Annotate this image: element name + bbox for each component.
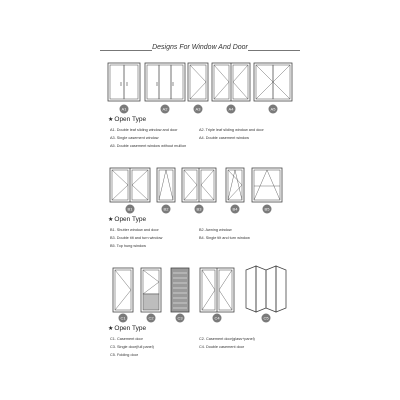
desc-b2: B2. Awning window	[199, 228, 232, 232]
badge-c1-label: C1	[120, 315, 126, 321]
window-b5-drawing	[252, 168, 282, 202]
window-a5-drawing	[254, 63, 292, 101]
desc-c1: C1. Casement door	[110, 337, 143, 341]
badge-a3-label: A3	[195, 106, 201, 112]
door-c3-drawing	[171, 268, 189, 312]
badge-c2-label: C2	[148, 315, 154, 321]
door-c5-drawing	[246, 266, 286, 312]
badge-c4-label: C4	[214, 315, 220, 321]
badge-a5-label: A5	[270, 106, 276, 112]
star-icon: ★	[108, 326, 114, 332]
window-a1-drawing	[108, 63, 140, 101]
desc-c5: C5. Folding door	[110, 353, 139, 357]
badge-b5-label: B5	[264, 206, 270, 212]
window-b1-drawing	[110, 168, 150, 202]
window-a3-drawing	[188, 63, 208, 101]
window-b4-drawing	[226, 168, 244, 202]
desc-b4: B4. Single tilt and turn window	[199, 236, 250, 240]
door-c2-drawing	[141, 268, 161, 312]
badge-a1-label: A1	[121, 106, 127, 112]
desc-a5: A5. Double casement window without mullion	[110, 144, 187, 148]
desc-c4: C4. Double casement door	[199, 345, 245, 349]
window-a2-drawing	[145, 63, 185, 101]
desc-c3: C3. Single door(full panel)	[110, 345, 154, 349]
desc-a3: A3. Single casement window	[110, 136, 159, 140]
desc-b1: B1. Shutter window and door	[110, 228, 159, 232]
badge-b4-label: B4	[232, 206, 238, 212]
badge-b3-label: B3	[196, 206, 202, 212]
badge-c5-label: C5	[263, 315, 269, 321]
door-c1-drawing	[113, 268, 133, 312]
desc-a2: A2. Triple leaf sliding window and door	[199, 128, 264, 132]
badge-a4-label: A4	[228, 106, 234, 112]
desc-a1: A1. Double leaf sliding window and door	[110, 128, 178, 132]
open-type-heading-c: ★Open Type	[108, 325, 147, 332]
desc-c2: C2. Casement door(glass+panel)	[199, 337, 255, 341]
star-icon: ★	[108, 117, 114, 123]
badge-b2-label: B2	[163, 206, 169, 212]
open-type-heading-b: ★Open Type	[108, 216, 147, 223]
desc-b5: B5. Top hung window	[110, 244, 147, 248]
window-b3-drawing	[182, 168, 216, 202]
window-a4-drawing	[212, 63, 250, 101]
desc-a4: A4. Double casement window	[199, 136, 250, 140]
open-type-heading-a: ★Open Type	[108, 116, 147, 123]
badge-b1-label: B1	[127, 206, 133, 212]
star-icon: ★	[108, 217, 114, 223]
window-b2-drawing	[157, 168, 175, 202]
badge-c3-label: C3	[177, 315, 183, 321]
badge-a2-label: A2	[162, 106, 168, 112]
door-c4-drawing	[200, 268, 234, 312]
desc-b3: B3. Double tilt and turn window	[110, 236, 163, 240]
page-title: Designs For Window And Door	[152, 44, 248, 51]
